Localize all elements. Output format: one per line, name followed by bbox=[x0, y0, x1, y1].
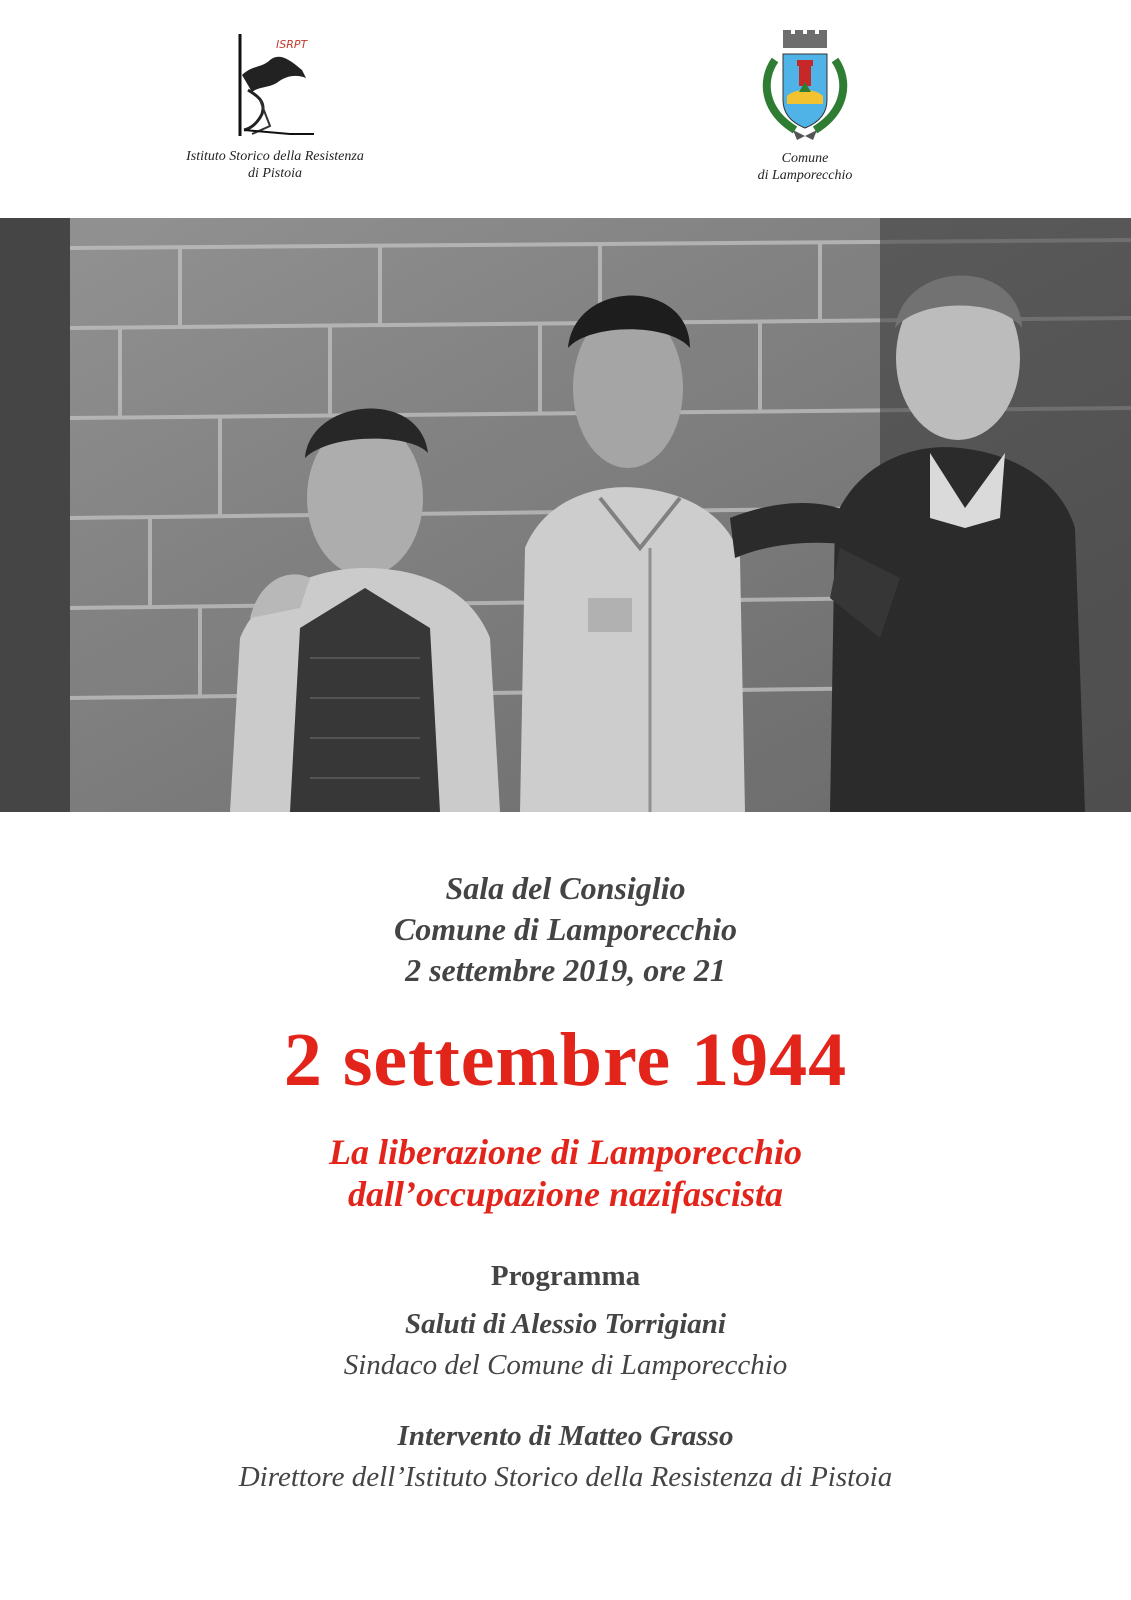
venue-line-municipality: Comune di Lamporecchio bbox=[393, 911, 738, 947]
historical-photo-three-men-icon bbox=[0, 218, 1131, 812]
event-title: 2 settembre 1944 bbox=[283, 1018, 848, 1102]
comune-caption-line-1: Comune bbox=[781, 151, 829, 166]
event-subtitle-line-2: dall’occupazione nazifascista bbox=[347, 1174, 783, 1214]
venue-line-datetime: 2 settembre 2019, ore 21 bbox=[405, 952, 726, 988]
istituto-storico-logo-icon bbox=[230, 30, 320, 140]
speaker-1-role: Sindaco del Comune di Lamporecchio bbox=[343, 1349, 788, 1381]
istituto-logo-block bbox=[150, 30, 400, 182]
program-heading: Programma bbox=[490, 1260, 641, 1292]
speaker-2-name: Intervento di Matteo Grasso bbox=[397, 1420, 734, 1452]
comune-caption-line-2: di Lamporecchio bbox=[757, 168, 853, 183]
comune-coat-of-arms-icon bbox=[755, 30, 855, 142]
speaker-1-name: Saluti di Alessio Torrigiani bbox=[405, 1308, 726, 1340]
historical-photo bbox=[0, 218, 1131, 812]
istituto-caption-line-1: Istituto Storico della Resistenza bbox=[186, 149, 364, 164]
event-subtitle-line-1: La liberazione di Lamporecchio bbox=[329, 1132, 802, 1172]
venue-line-hall: Sala del Consiglio bbox=[445, 870, 686, 906]
istituto-caption-line-2: di Pistoia bbox=[247, 166, 303, 181]
logo-lettering: ISRPT bbox=[276, 38, 308, 51]
comune-logo-block bbox=[700, 30, 910, 184]
speaker-2-role: Direttore dell’Istituto Storico della Resistenza di Pistoia bbox=[238, 1461, 893, 1493]
